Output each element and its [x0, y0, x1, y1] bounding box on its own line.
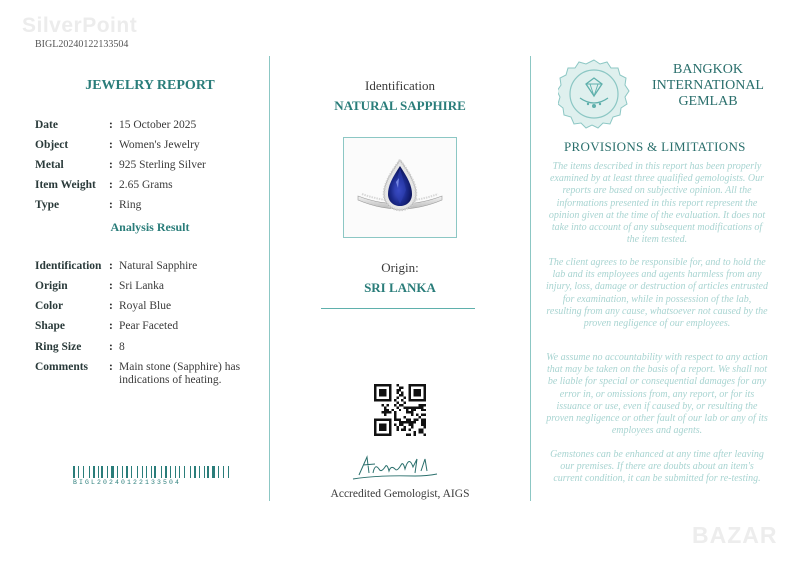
barcode-bar: [190, 466, 191, 478]
qr-module: [404, 416, 406, 418]
barcode-bar: [89, 466, 90, 478]
lab-name-line: INTERNATIONAL: [652, 78, 764, 93]
analysis-value: Sri Lanka: [119, 280, 165, 292]
qr-module: [411, 421, 413, 423]
qr-module: [409, 429, 411, 431]
qr-module: [404, 426, 406, 428]
qr-module: [411, 424, 413, 426]
barcode-bar: [133, 466, 136, 478]
qr-module: [404, 421, 406, 423]
qr-module: [396, 384, 398, 386]
barcode-bar: [139, 466, 141, 478]
barcode-bar: [107, 466, 108, 478]
qr-module: [401, 394, 403, 396]
qr-module: [396, 401, 398, 403]
qr-module: [416, 406, 418, 408]
qr-module: [416, 419, 418, 421]
barcode-bar: [146, 466, 147, 478]
detail-value: 925 Sterling Silver: [119, 159, 206, 171]
qr-module: [379, 424, 386, 431]
barcode-bar: [216, 466, 217, 478]
qr-module: [394, 411, 396, 413]
qr-module: [386, 409, 388, 411]
barcode-bar: [137, 466, 138, 478]
qr-module: [384, 411, 386, 413]
barcode-bar: [223, 466, 224, 478]
analysis-key: Comments: [35, 361, 89, 373]
qr-module: [401, 404, 403, 406]
analysis-value: 8: [119, 341, 125, 353]
analysis-key: Identification: [35, 260, 102, 272]
qr-module: [424, 434, 426, 436]
barcode-bar: [98, 466, 99, 478]
barcode-bar: [206, 466, 207, 478]
qr-module: [401, 391, 403, 393]
barcode-bar: [115, 466, 116, 478]
qr-module: [421, 424, 423, 426]
barcode-bar: [83, 466, 84, 478]
analysis-title: Analysis Result: [110, 220, 190, 234]
qr-module: [394, 414, 396, 416]
qr-module: [421, 414, 423, 416]
barcode-bar: [218, 466, 219, 478]
barcode-bar: [179, 466, 180, 478]
qr-module: [421, 409, 423, 411]
qr-module: [421, 404, 423, 406]
detail-value: Women's Jewelry: [119, 139, 200, 151]
detail-key: Metal: [35, 159, 64, 171]
qr-module: [399, 409, 401, 411]
watermark-silverpoint: SilverPoint: [22, 14, 138, 37]
barcode-bar: [124, 466, 125, 478]
identification-label: Identification: [364, 78, 436, 93]
qr-module: [404, 429, 406, 431]
colon: :: [109, 260, 113, 272]
qr-module: [379, 389, 386, 396]
barcode-bar: [78, 466, 79, 478]
qr-module: [399, 394, 401, 396]
barcode-bar: [117, 466, 118, 478]
barcode-bar: [212, 466, 215, 478]
qr-module: [394, 399, 396, 401]
barcode-bar: [201, 466, 203, 478]
qr-module: [391, 409, 393, 411]
colon: :: [109, 199, 113, 211]
qr-module: [409, 411, 411, 413]
qr-module: [399, 421, 401, 423]
colon: :: [109, 361, 113, 373]
sapphire-ring-image: [344, 138, 456, 237]
qr-module: [424, 426, 426, 428]
watermark-bazar: BAZAR: [692, 522, 778, 548]
qr-module: [406, 421, 408, 423]
provisions-paragraph: We assume no accountability with respect to any action that may be taken on the basis of a report. We shall not be liable for special or consequential damages for any error in, or omissions from, any report, or for its issuance or use, even if caused by, or resulting the proven negligence or other fault of our lab or any of its employees and agents.: [546, 352, 768, 437]
barcode-bar: [129, 466, 130, 478]
qr-module: [409, 419, 411, 421]
qr-module: [399, 386, 401, 388]
colon: :: [109, 179, 113, 191]
origin-divider: [321, 308, 475, 309]
barcode-bar: [172, 466, 174, 478]
gemlab-seal-logo: [558, 58, 630, 130]
qr-module: [414, 431, 416, 433]
colon: :: [109, 159, 113, 171]
qr-module: [411, 426, 413, 428]
lab-name-line: GEMLAB: [678, 94, 738, 109]
qr-module: [399, 424, 401, 426]
detail-key: Item Weight: [35, 179, 96, 191]
qr-code: [374, 384, 426, 436]
qr-module: [396, 426, 398, 428]
qr-module: [396, 429, 398, 431]
barcode-bar: [144, 466, 145, 478]
qr-module: [384, 406, 386, 408]
qr-module: [396, 391, 398, 393]
qr-module: [394, 419, 396, 421]
qr-module: [399, 419, 401, 421]
qr-module: [399, 404, 401, 406]
detail-key: Type: [35, 199, 60, 211]
qr-module: [414, 434, 416, 436]
barcode-bar: [204, 466, 205, 478]
analysis-value: Natural Sapphire: [119, 260, 198, 272]
barcode-bar: [165, 466, 167, 478]
qr-module: [419, 416, 421, 418]
colon: :: [109, 119, 113, 131]
qr-module: [409, 406, 411, 408]
colon: :: [109, 320, 113, 332]
barcode-bar: [119, 466, 121, 478]
barcode-bar: [177, 466, 178, 478]
detail-key: Object: [35, 139, 69, 151]
barcode-bar: [170, 466, 171, 478]
barcode-bar: [122, 466, 123, 478]
barcode-bar: [157, 466, 160, 478]
barcode-bar: [161, 466, 162, 478]
barcode-number: BIGL20240122133504: [73, 479, 182, 486]
qr-module: [416, 414, 418, 416]
qr-module: [401, 386, 403, 388]
qr-module: [396, 406, 398, 408]
qr-module: [396, 419, 398, 421]
qr-module: [419, 404, 421, 406]
barcode-bar: [184, 466, 185, 478]
qr-module: [401, 429, 403, 431]
qr-module: [414, 406, 416, 408]
divider-right: [530, 56, 531, 501]
detail-value: 15 October 2025: [119, 119, 197, 131]
detail-key: Date: [35, 119, 58, 131]
barcode-bar: [76, 466, 77, 478]
ring-photo: [343, 137, 457, 238]
qr-module: [386, 411, 388, 413]
analysis-value: Royal Blue: [119, 300, 172, 312]
qr-module: [421, 421, 423, 423]
origin-label: Origin:: [381, 260, 419, 275]
barcode-bar: [197, 466, 198, 478]
qr-module: [419, 431, 421, 433]
qr-module: [409, 421, 411, 423]
analysis-key: Ring Size: [35, 341, 82, 353]
qr-module: [394, 404, 396, 406]
barcode-bar: [148, 466, 150, 478]
barcode-bar: [153, 466, 154, 478]
barcode-bar: [104, 466, 106, 478]
qr-module: [389, 411, 391, 413]
barcode-bar: [186, 466, 189, 478]
qr-module: [419, 429, 421, 431]
qr-module: [419, 406, 421, 408]
qr-module: [424, 409, 426, 411]
lab-name-line: BANGKOK: [673, 62, 743, 77]
qr-module: [411, 411, 413, 413]
qr-module: [424, 414, 426, 416]
barcode-bar: [192, 466, 193, 478]
barcode-bar: [181, 466, 183, 478]
qr-module: [406, 419, 408, 421]
colon: :: [109, 300, 113, 312]
barcode-bar: [80, 466, 82, 478]
analysis-value: Main stone (Sapphire) has indications of heating.: [119, 361, 241, 386]
lab-name: [640, 62, 776, 110]
barcode-bar: [96, 466, 97, 478]
barcode-bar: [142, 466, 143, 478]
barcode-bar: [210, 466, 211, 478]
colon: :: [109, 341, 113, 353]
barcode-bar: [175, 466, 176, 478]
barcode-bar: [207, 466, 209, 478]
barcode: [73, 466, 231, 478]
qr-module: [404, 401, 406, 403]
provisions-paragraph: Gemstones can be enhanced at any time after leaving our premises. If there are doubts about an item's current condition, it can be submitted for re-testing.: [550, 449, 764, 485]
qr-module: [406, 434, 408, 436]
barcode-bar: [85, 466, 88, 478]
qr-module: [414, 421, 416, 423]
gemologist-signature: [345, 445, 445, 485]
qr-module: [411, 409, 413, 411]
qr-module: [396, 389, 398, 391]
qr-module: [409, 434, 411, 436]
barcode-bar: [225, 466, 227, 478]
divider-left: [269, 56, 270, 501]
qr-module: [414, 389, 421, 396]
analysis-key: Color: [35, 300, 64, 312]
detail-value: Ring: [119, 199, 142, 211]
qr-module: [384, 409, 386, 411]
qr-module: [424, 404, 426, 406]
qr-module: [406, 409, 408, 411]
qr-module: [404, 396, 406, 398]
barcode-bar: [154, 466, 156, 478]
report-title: JEWELRY REPORT: [85, 78, 215, 93]
origin-value: SRI LANKA: [364, 280, 436, 295]
barcode-bar: [91, 466, 92, 478]
analysis-key: Origin: [35, 280, 68, 292]
qr-module: [424, 419, 426, 421]
detail-value: 2.65 Grams: [119, 179, 173, 191]
barcode-bar: [126, 466, 128, 478]
qr-module: [394, 416, 396, 418]
qr-module: [421, 406, 423, 408]
barcode-bar: [168, 466, 169, 478]
qr-module: [414, 409, 416, 411]
qr-module: [424, 424, 426, 426]
qr-module: [401, 399, 403, 401]
qr-module: [404, 406, 406, 408]
qr-module: [381, 404, 383, 406]
qr-module: [421, 429, 423, 431]
qr-module: [406, 411, 408, 413]
barcode-bar: [163, 466, 164, 478]
qr-module: [414, 419, 416, 421]
qr-module: [394, 424, 396, 426]
barcode-bar: [220, 466, 222, 478]
barcode-bar: [73, 466, 75, 478]
provisions-paragraph: The client agrees to be responsible for, and to hold the lab and its employees and agents harmless from any injury, loss, damage or destruction of articles entrusted for examination, while in possession of the lab, resulting from any cause, whatsoever not caused by the proven negligence of our employees.: [546, 257, 768, 330]
qr-module: [399, 389, 401, 391]
identification-value: NATURAL SAPPHIRE: [334, 98, 466, 113]
barcode-bar: [151, 466, 152, 478]
barcode-bar: [230, 466, 231, 478]
qr-module: [411, 406, 413, 408]
qr-module: [424, 421, 426, 423]
qr-module: [401, 424, 403, 426]
barcode-bar: [111, 466, 114, 478]
qr-module: [384, 414, 386, 416]
gemologist-title: Accredited Gemologist, AIGS: [330, 488, 470, 500]
barcode-bar: [101, 466, 103, 478]
qr-module: [421, 419, 423, 421]
qr-module: [401, 421, 403, 423]
qr-module: [381, 411, 383, 413]
barcode-bar: [228, 466, 229, 478]
colon: :: [109, 139, 113, 151]
analysis-value: Pear Faceted: [119, 320, 179, 332]
qr-module: [406, 406, 408, 408]
qr-module: [411, 414, 413, 416]
qr-module: [409, 424, 411, 426]
provisions-title: PROVISIONS & LIMITATIONS: [564, 139, 746, 154]
qr-module: [421, 431, 423, 433]
barcode-bar: [93, 466, 95, 478]
colon: :: [109, 280, 113, 292]
qr-module: [386, 404, 388, 406]
qr-module: [396, 396, 398, 398]
analysis-key: Shape: [35, 320, 66, 332]
barcode-bar: [100, 466, 101, 478]
report-number: BIGL20240122133504: [35, 39, 129, 50]
barcode-bar: [109, 466, 110, 478]
barcode-bar: [131, 466, 132, 478]
barcode-bar: [194, 466, 196, 478]
provisions-paragraph: The items described in this report has been properly examined by at least three qualified gemologists. Our reports are based on subjective opinion. All the informations presented in this report represent the opinion given at the time of the evaluation. It does not take into account of any subsequent modifications of the item tested.: [548, 161, 766, 246]
barcode-bar: [199, 466, 200, 478]
